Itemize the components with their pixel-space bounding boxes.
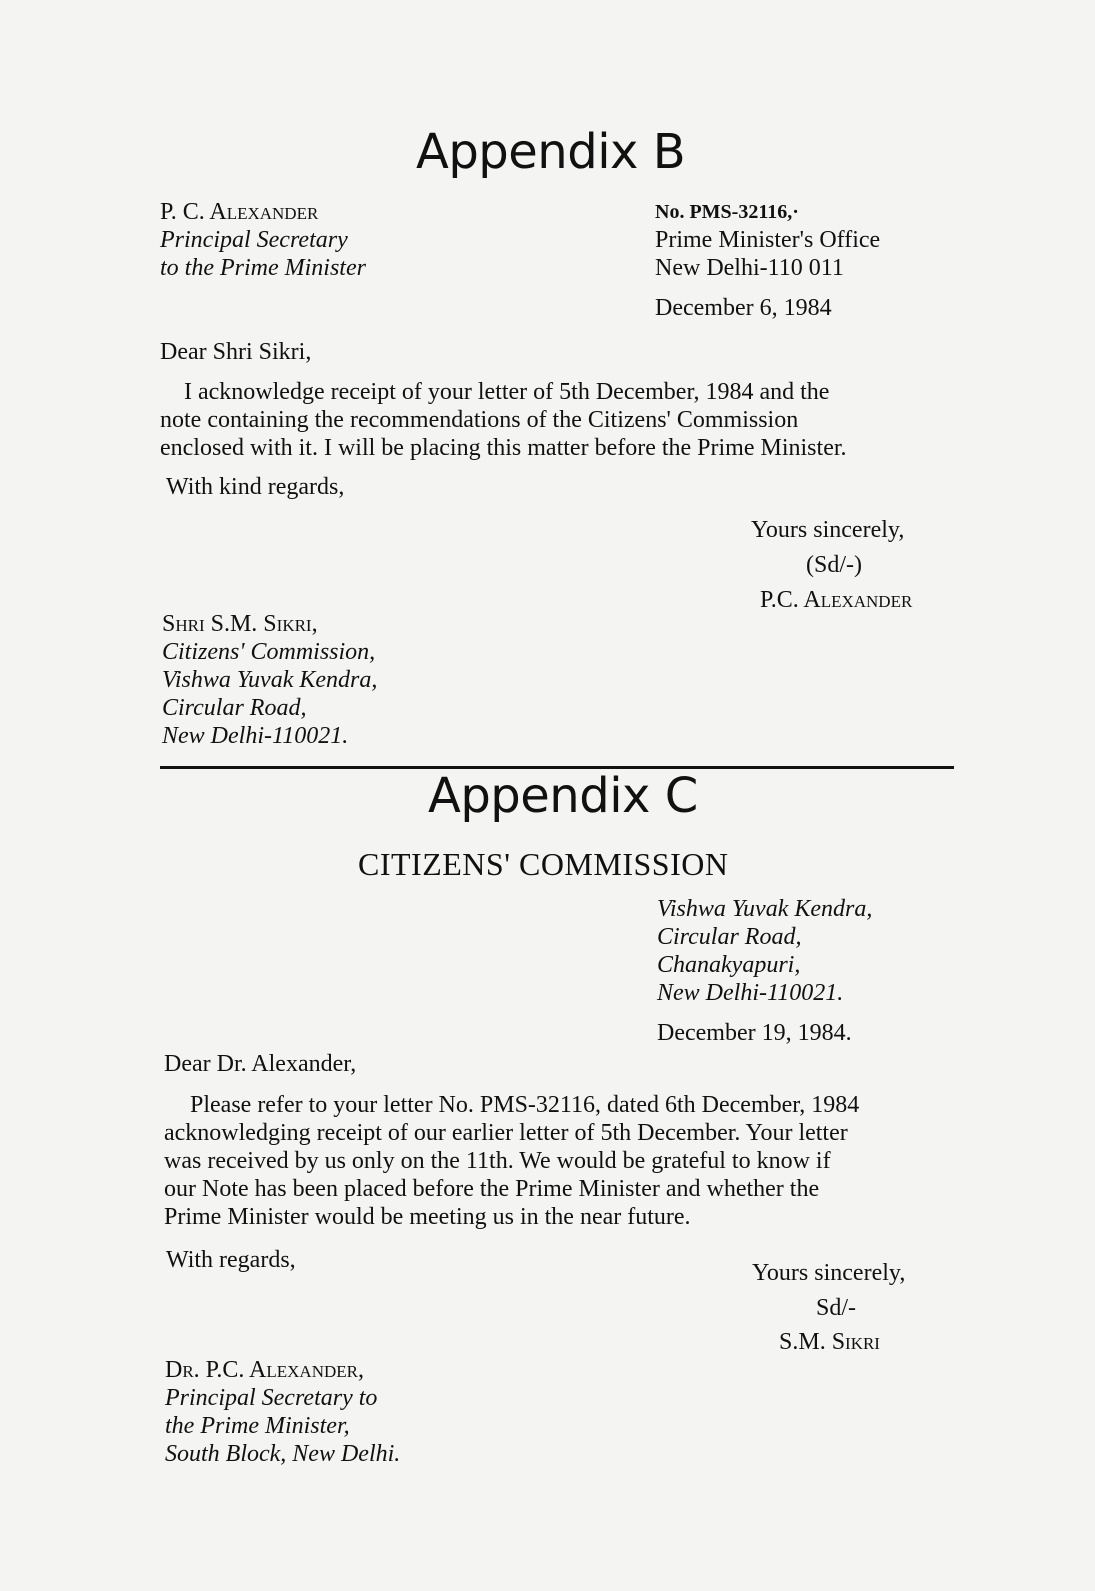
letter-c-recipient xyxy=(165,1356,400,1468)
letter-b-body xyxy=(160,378,847,462)
sender-title-line1: Principal Secretary xyxy=(160,227,348,253)
appendix-c-heading: Appendix C xyxy=(428,768,698,824)
letter-c-body-line: acknowledging receipt of our earlier letter of 5th December. Your letter xyxy=(164,1120,848,1146)
recipient-line: Citizens' Commission, xyxy=(162,639,376,665)
address-line: Chanakyapuri, xyxy=(657,952,801,978)
recipient-line: South Block, New Delhi. xyxy=(165,1441,401,1467)
reference-block xyxy=(655,198,880,282)
recipient-line: New Delhi-110021. xyxy=(162,723,349,749)
letter-b-yours-sincerely: Yours sincerely, xyxy=(751,517,905,543)
letter-b-recipient xyxy=(162,610,377,750)
letter-c-salutation: Dear Dr. Alexander, xyxy=(164,1051,357,1077)
appendix-b-heading: Appendix B xyxy=(416,124,686,180)
letter-c-date: December 19, 1984. xyxy=(657,1020,852,1046)
address-line: Vishwa Yuvak Kendra, xyxy=(657,896,873,922)
organization-address xyxy=(657,895,872,1007)
letter-c-signed-mark: Sd/- xyxy=(816,1295,857,1321)
letter-c-signatory-name: S.M. Sikri xyxy=(779,1329,880,1355)
recipient-name: Shri S.M. Sikri, xyxy=(162,611,318,637)
sender-title-line2: to the Prime Minister xyxy=(160,255,366,281)
letter-c-closing-regards: With regards, xyxy=(166,1247,296,1273)
recipient-line: the Prime Minister, xyxy=(165,1413,350,1439)
recipient-name: Dr. P.C. Alexander, xyxy=(165,1357,364,1383)
reference-city: New Delhi-110 011 xyxy=(655,255,844,281)
letter-b-body-line: note containing the recommendations of the Citizens' Commission xyxy=(160,407,799,433)
organization-title: CITIZENS' COMMISSION xyxy=(358,846,729,882)
letter-b-signatory-name: P.C. Alexander xyxy=(760,587,913,613)
letter-c-body-line: our Note has been placed before the Prime Minister and whether the xyxy=(164,1176,820,1202)
letter-b-body-line: enclosed with it. I will be placing this matter before the Prime Minister. xyxy=(160,435,847,461)
recipient-line: Vishwa Yuvak Kendra, xyxy=(162,667,378,693)
sender-block xyxy=(160,198,366,282)
letter-b-signed-mark: (Sd/-) xyxy=(806,552,862,578)
letter-c-body-line: was received by us only on the 11th. We would be grateful to know if xyxy=(164,1148,831,1174)
reference-number: No. PMS-32116,· xyxy=(655,201,799,223)
letter-c-body-line: Please refer to your letter No. PMS-32116, dated 6th December, 1984 xyxy=(190,1092,860,1118)
address-line: Circular Road, xyxy=(657,924,802,950)
recipient-line: Circular Road, xyxy=(162,695,307,721)
letter-b-closing-regards: With kind regards, xyxy=(166,474,345,500)
reference-office: Prime Minister's Office xyxy=(655,227,881,253)
address-line: New Delhi-110021. xyxy=(657,980,844,1006)
letter-c-yours-sincerely: Yours sincerely, xyxy=(752,1260,906,1286)
letter-b-date: December 6, 1984 xyxy=(655,295,832,321)
letter-b-body-line: I acknowledge receipt of your letter of 5th December, 1984 and the xyxy=(184,379,830,405)
letter-c-body xyxy=(164,1091,859,1231)
letter-c-body-line: Prime Minister would be meeting us in the near future. xyxy=(164,1204,691,1230)
recipient-line: Principal Secretary to xyxy=(165,1385,378,1411)
sender-name: P. C. Alexander xyxy=(160,199,319,225)
letter-b-salutation: Dear Shri Sikri, xyxy=(160,339,312,365)
